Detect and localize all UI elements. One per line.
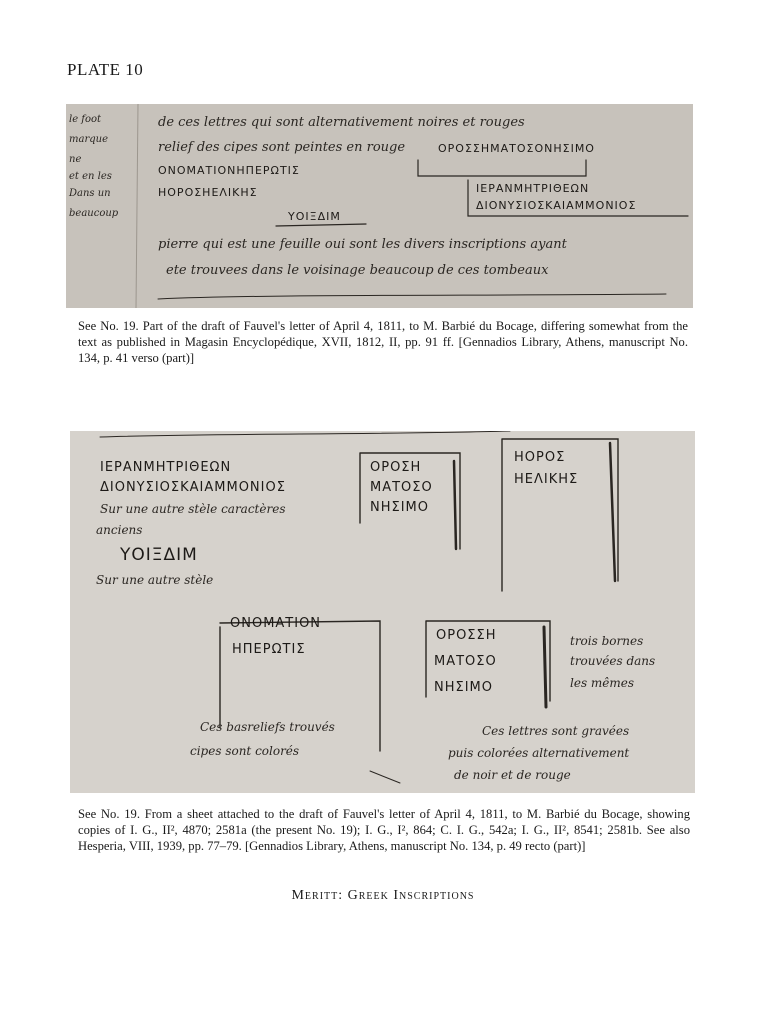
- greek-inscription: ΟΡΟΣΣΗΜΑΤΟΣΟΝΗΣΙΜΟ: [438, 142, 595, 155]
- greek-inscription: ΟΝΟΜΑΤΙΟΝΗΠΕΡΩΤΙΣ: [158, 164, 300, 177]
- greek-inscription: ΗΟΡΟΣ: [514, 450, 566, 465]
- manuscript-note: puis colorées alternativement: [448, 746, 630, 760]
- manuscript-line: de ces lettres qui sont alternativement noires et rouges: [158, 115, 525, 130]
- greek-inscription: ΟΡΟΣΗ: [370, 460, 422, 475]
- manuscript-note: anciens: [96, 523, 143, 537]
- greek-inscription: ΝΗΣΙΜΟ: [370, 500, 429, 515]
- manuscript-line: relief des cipes sont peintes en rouge: [158, 140, 406, 155]
- manuscript-photo-2: [70, 431, 695, 793]
- manuscript-note: Ces lettres sont gravées: [482, 724, 630, 738]
- margin-note: et en les: [69, 171, 112, 182]
- manuscript-note: trouvées dans: [570, 654, 656, 668]
- drawn-stele-outline: [544, 627, 546, 707]
- manuscript-note: Sur une autre stèle caractères: [100, 502, 286, 516]
- greek-inscription: ΥΟΙΞΔΙΜ: [288, 210, 341, 223]
- greek-inscription: ΝΗΣΙΜΟ: [434, 680, 493, 695]
- greek-inscription: ΟΝΟΜΑΤΙΟΝ: [230, 616, 322, 631]
- figure-1-caption: See No. 19. Part of the draft of Fauvel's letter of April 4, 1811, to M. Barbié du Bocage, differing somewhat from the text as published in Magasin Encyclopédique, XVII, 1812, II, pp. 91 ff. [Gennadios Library, Athens, manuscript No. 134, p. 41 verso (part)]: [78, 319, 688, 365]
- greek-inscription: ΟΡΟΣΣΗ: [436, 628, 497, 643]
- greek-inscription: ΗΟΡΟΣΗΕΛΙΚΗΣ: [158, 186, 258, 199]
- manuscript-drawing-1: [66, 104, 693, 308]
- greek-inscription: ΗΕΛΙΚΗΣ: [514, 472, 579, 487]
- manuscript-line: pierre qui est une feuille oui sont les divers inscriptions ayant: [158, 237, 567, 252]
- margin-note: ne: [69, 154, 82, 165]
- margin-note: beaucoup: [69, 208, 119, 219]
- manuscript-note: cipes sont colorés: [190, 744, 300, 758]
- greek-inscription: ΙΕΡΑΝΜΗΤΡΙΘΕΩΝ: [100, 460, 232, 475]
- plate-title: PLATE 10: [67, 60, 144, 79]
- figure-2-caption: See No. 19. From a sheet attached to the draft of Fauvel's letter of April 4, 1811, to M. Barbié du Bocage, showing copies of I. G., II², 4870; 2581a (the present No. 19); I. G., I², 864; C. I. G., 542a; I. G., II², 8541; 2581b. See also Hesperia, VIII, 1939, pp. 77–79. [Gennadios Library, Athens, manuscript No. 134, p. 49 recto (part)]: [78, 807, 690, 853]
- margin-note: le foot: [69, 114, 102, 125]
- greek-inscription: ΗΠΕΡΩΤΙΣ: [232, 642, 306, 657]
- running-footer: Meritt: Greek Inscriptions: [291, 888, 475, 903]
- manuscript-note: les mêmes: [570, 676, 635, 690]
- greek-inscription: ΥΟΙΞΔΙΜ: [120, 545, 198, 565]
- greek-inscription: ΜΑΤΟΣΟ: [434, 654, 497, 669]
- greek-inscription: ΔΙΟΝΥΣΙΟΣΚΑΙΑΜΜΟΝΙΟΣ: [476, 199, 637, 212]
- manuscript-line: ete trouvees dans le voisinage beaucoup de ces tombeaux: [166, 263, 549, 278]
- greek-inscription: ΜΑΤΟΣΟ: [370, 480, 433, 495]
- manuscript-note: de noir et de rouge: [454, 768, 571, 782]
- greek-inscription: ΙΕΡΑΝΜΗΤΡΙΘΕΩΝ: [476, 182, 590, 195]
- margin-note: marque: [69, 134, 108, 145]
- manuscript-note: Ces basreliefs trouvés: [200, 720, 335, 734]
- manuscript-note: trois bornes: [570, 634, 644, 648]
- margin-note: Dans un: [69, 188, 111, 199]
- manuscript-photo-1: [66, 104, 693, 308]
- manuscript-note: Sur une autre stèle: [96, 573, 214, 587]
- manuscript-drawing-2: [70, 431, 695, 793]
- greek-inscription: ΔΙΟΝΥΣΙΟΣΚΑΙΑΜΜΟΝΙΟΣ: [100, 480, 286, 495]
